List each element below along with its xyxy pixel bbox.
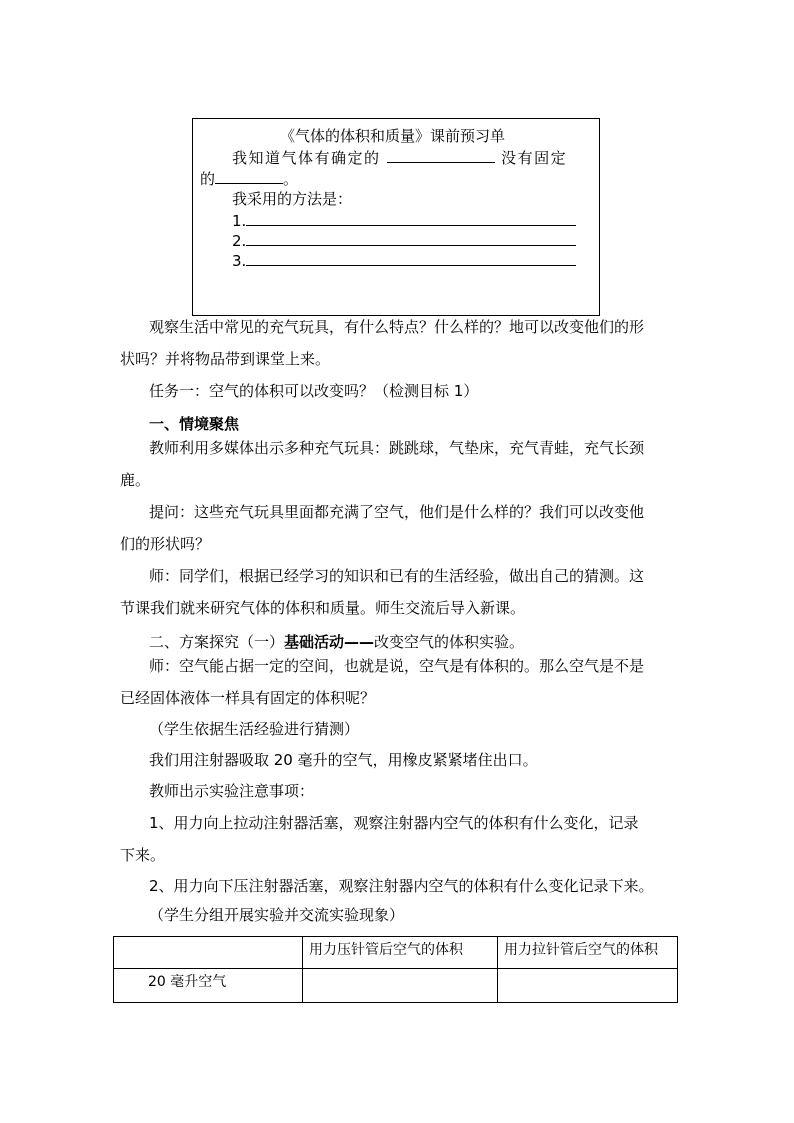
para-teacher-2b: 节课我们就来研究气体的体积和质量。师生交流后导入新课。 [120, 599, 526, 617]
blank-1[interactable] [387, 147, 495, 163]
method-item-2 [232, 230, 576, 251]
para-observe-2: 状吗？并将物品带到课堂上来。 [120, 350, 331, 368]
preview-title: 《气体的体积和质量》课前预习单 [280, 127, 506, 145]
para-guess: （学生依据生活经验进行猜测） [149, 720, 360, 738]
para-step-1a: 1、用力向上拉动注射器活塞，观察注射器内空气的体积有什么变化，记录 [149, 814, 639, 832]
para-group: （学生分组开展实验并交流实验现象） [149, 906, 405, 924]
method-blank-1[interactable] [246, 210, 576, 226]
table-header-row [114, 937, 678, 969]
table-header-cell [114, 937, 303, 969]
preview-line-2 [200, 168, 298, 189]
para-question-a: 提问：这些充气玩具里面都充满了空气，他们是什么样的？我们可以改变他 [149, 503, 645, 521]
item-number: 3. [232, 252, 247, 270]
line1-end-text: 没有固定 [501, 149, 568, 167]
heading-2-part-1: 二、方案探究（一） [149, 633, 285, 651]
table-header-cell: 用力拉针管后空气的体积 [498, 937, 678, 969]
para-teacher-3b: 已经固体液体一样具有固定的体积呢？ [120, 689, 376, 707]
task-one-heading: 任务一：空气的体积可以改变吗？（检测目标 1） [149, 382, 479, 400]
para-notes: 教师出示实验注意事项： [149, 782, 315, 800]
table-header-cell: 用力压针管后空气的体积 [303, 937, 498, 969]
para-question-b: 们的形状吗？ [120, 535, 211, 553]
para-observe-1: 观察生活中常见的充气玩具，有什么特点？什么样的？地可以改变他们的形 [149, 318, 645, 336]
heading-2-bold: 基础活动—— [284, 633, 375, 651]
para-teacher-3a: 师：空气能占据一定的空间，也就是说，空气是有体积的。那么空气是不是 [149, 657, 645, 675]
para-teacher-1b: 鹿。 [120, 471, 151, 489]
table-cell[interactable] [303, 969, 498, 1003]
method-blank-2[interactable] [246, 230, 576, 246]
item-number: 1. [232, 212, 247, 230]
para-step-1b: 下来。 [120, 846, 166, 864]
heading-2-rest: 改变空气的体积实验。 [374, 633, 525, 651]
preview-line-1 [232, 147, 567, 168]
method-label: 我采用的方法是： [232, 190, 353, 208]
para-syringe: 我们用注射器吸取 20 毫升的空气，用橡皮紧紧堵住出口。 [149, 751, 538, 769]
table-cell: 20 毫升空气 [114, 969, 303, 1003]
table-row [114, 969, 678, 1003]
item-number: 2. [232, 232, 247, 250]
para-step-2: 2、用力向下压注射器活塞，观察注射器内空气的体积有什么变化记录下来。 [149, 877, 654, 895]
blank-2[interactable] [215, 168, 283, 184]
line1-text: 我知道气体有确定的 [232, 149, 381, 167]
para-teacher-1a: 教师利用多媒体出示多种充气玩具：跳跳球，气垫床，充气青蛙，充气长颈 [149, 439, 645, 457]
method-item-3 [232, 250, 576, 271]
section-heading-2 [149, 632, 524, 652]
record-table [113, 936, 678, 1003]
method-item-1 [232, 210, 576, 231]
method-blank-3[interactable] [246, 250, 576, 266]
para-teacher-2a: 师：同学们，根据已经学习的知识和已有的生活经验，做出自己的猜测。这 [149, 567, 645, 585]
line2-text: 的 [200, 170, 216, 188]
section-heading-1: 一、情境聚焦 [149, 415, 240, 433]
line2-end-text: 。 [283, 170, 299, 188]
table-cell[interactable] [498, 969, 678, 1003]
